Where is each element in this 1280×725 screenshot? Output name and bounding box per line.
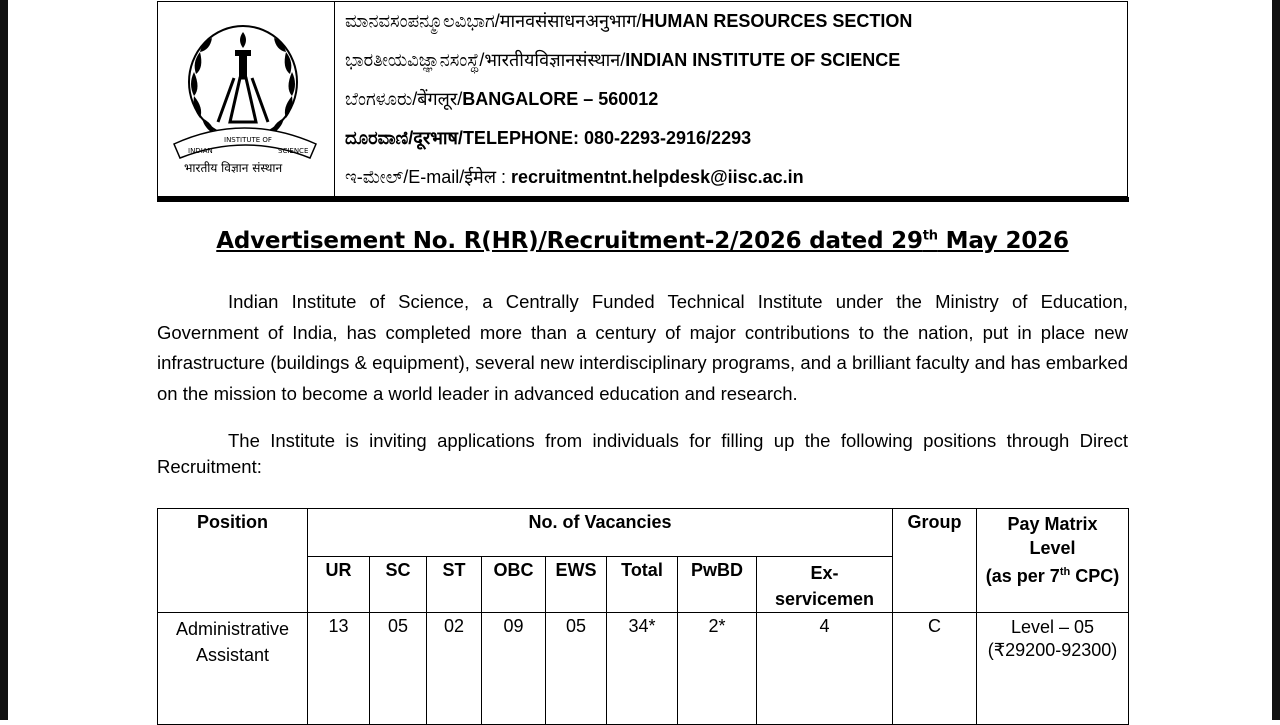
intro-paragraph: Indian Institute of Science, a Centrally Funded Technical Institute under the Ministry of Education, Government of India, has completed more than a century of major contributions to the nation, put in place new infrastructure (buildings & equipment), several new interdisciplinary programs, and a brilliant faculty and has embarked on the mission to become a world leader in advanced education and research. <box>157 291 1128 404</box>
invitation-paragraph: The Institute is inviting applications from individuals for filling up the following positions through Direct Recruitment: <box>157 430 1128 477</box>
telephone-line: ದೂರವಾಣಿ/दूरभाष/TELEPHONE: 080-2293-2916/2293 <box>345 128 752 148</box>
ribbon-mid: INSTITUTE OF <box>224 136 272 144</box>
letterhead-details <box>345 2 1121 197</box>
email-line: ಇ-ಮೇಲ್/E-mail/ईमेल : recruitmentnt.helpdesk@iisc.ac.in <box>345 167 804 187</box>
cell-ur: 13 <box>308 613 370 725</box>
cell-sc: 05 <box>370 613 427 725</box>
header-pay-matrix: Pay Matrix Level (as per 7th CPC) <box>977 509 1129 613</box>
cell-group: C <box>893 613 977 725</box>
iisc-emblem-icon <box>170 22 322 182</box>
header-sc: SC <box>370 557 427 613</box>
cell-st: 02 <box>427 613 482 725</box>
hr-section-line: ಮಾನವಸಂಪನ್ಮೂಲವಿಭಾಗ/मानवसंसाधनअनुभाग/HUMAN RESOURCES SECTION <box>345 11 913 31</box>
cell-pay-level: Level – 05 (₹29200-92300) <box>977 613 1129 725</box>
header-obc: OBC <box>482 557 546 613</box>
cell-ex-servicemen: 4 <box>757 613 893 725</box>
letterhead <box>157 1 1128 197</box>
vacancy-table <box>157 508 1129 725</box>
institute-line: ಭಾರತೀಯವಿಜ್ಞಾನಸಂಸ್ಥೆ/भारतीयविज्ञानसंस्थान/INDIAN INSTITUTE OF SCIENCE <box>345 50 901 70</box>
ribbon-right: SCIENCE <box>278 147 309 155</box>
cell-total: 34* <box>607 613 678 725</box>
header-ur: UR <box>308 557 370 613</box>
header-total: Total <box>607 557 678 613</box>
header-group: Group <box>893 509 977 613</box>
email-link[interactable]: recruitmentnt.helpdesk@iisc.ac.in <box>511 167 804 187</box>
cell-position: Administrative Assistant <box>158 613 308 725</box>
viewer-right-edge <box>1272 0 1280 720</box>
header-vacancies: No. of Vacancies <box>308 509 893 557</box>
advertisement-title: Advertisement No. R(HR)/Recruitment-2/2026 dated 29th May 2026 <box>216 228 1069 254</box>
city-line: ಬೆಂಗಳೂರು/बेंगलूर/BANGALORE – 560012 <box>345 89 659 109</box>
cell-ews: 05 <box>546 613 607 725</box>
cell-pwbd: 2* <box>678 613 757 725</box>
letterhead-rule <box>157 197 1129 202</box>
ribbon-left: INDIAN <box>188 147 213 155</box>
header-position: Position <box>158 509 308 613</box>
header-ews: EWS <box>546 557 607 613</box>
table-row <box>158 613 1129 725</box>
header-ex-servicemen: Ex- servicemen <box>757 557 893 613</box>
iisc-logo <box>158 2 335 196</box>
cell-obc: 09 <box>482 613 546 725</box>
viewer-left-edge <box>0 0 8 720</box>
header-st: ST <box>427 557 482 613</box>
logo-hindi-caption: भारतीय विज्ञान संस्थान <box>184 161 283 175</box>
header-pwbd: PwBD <box>678 557 757 613</box>
